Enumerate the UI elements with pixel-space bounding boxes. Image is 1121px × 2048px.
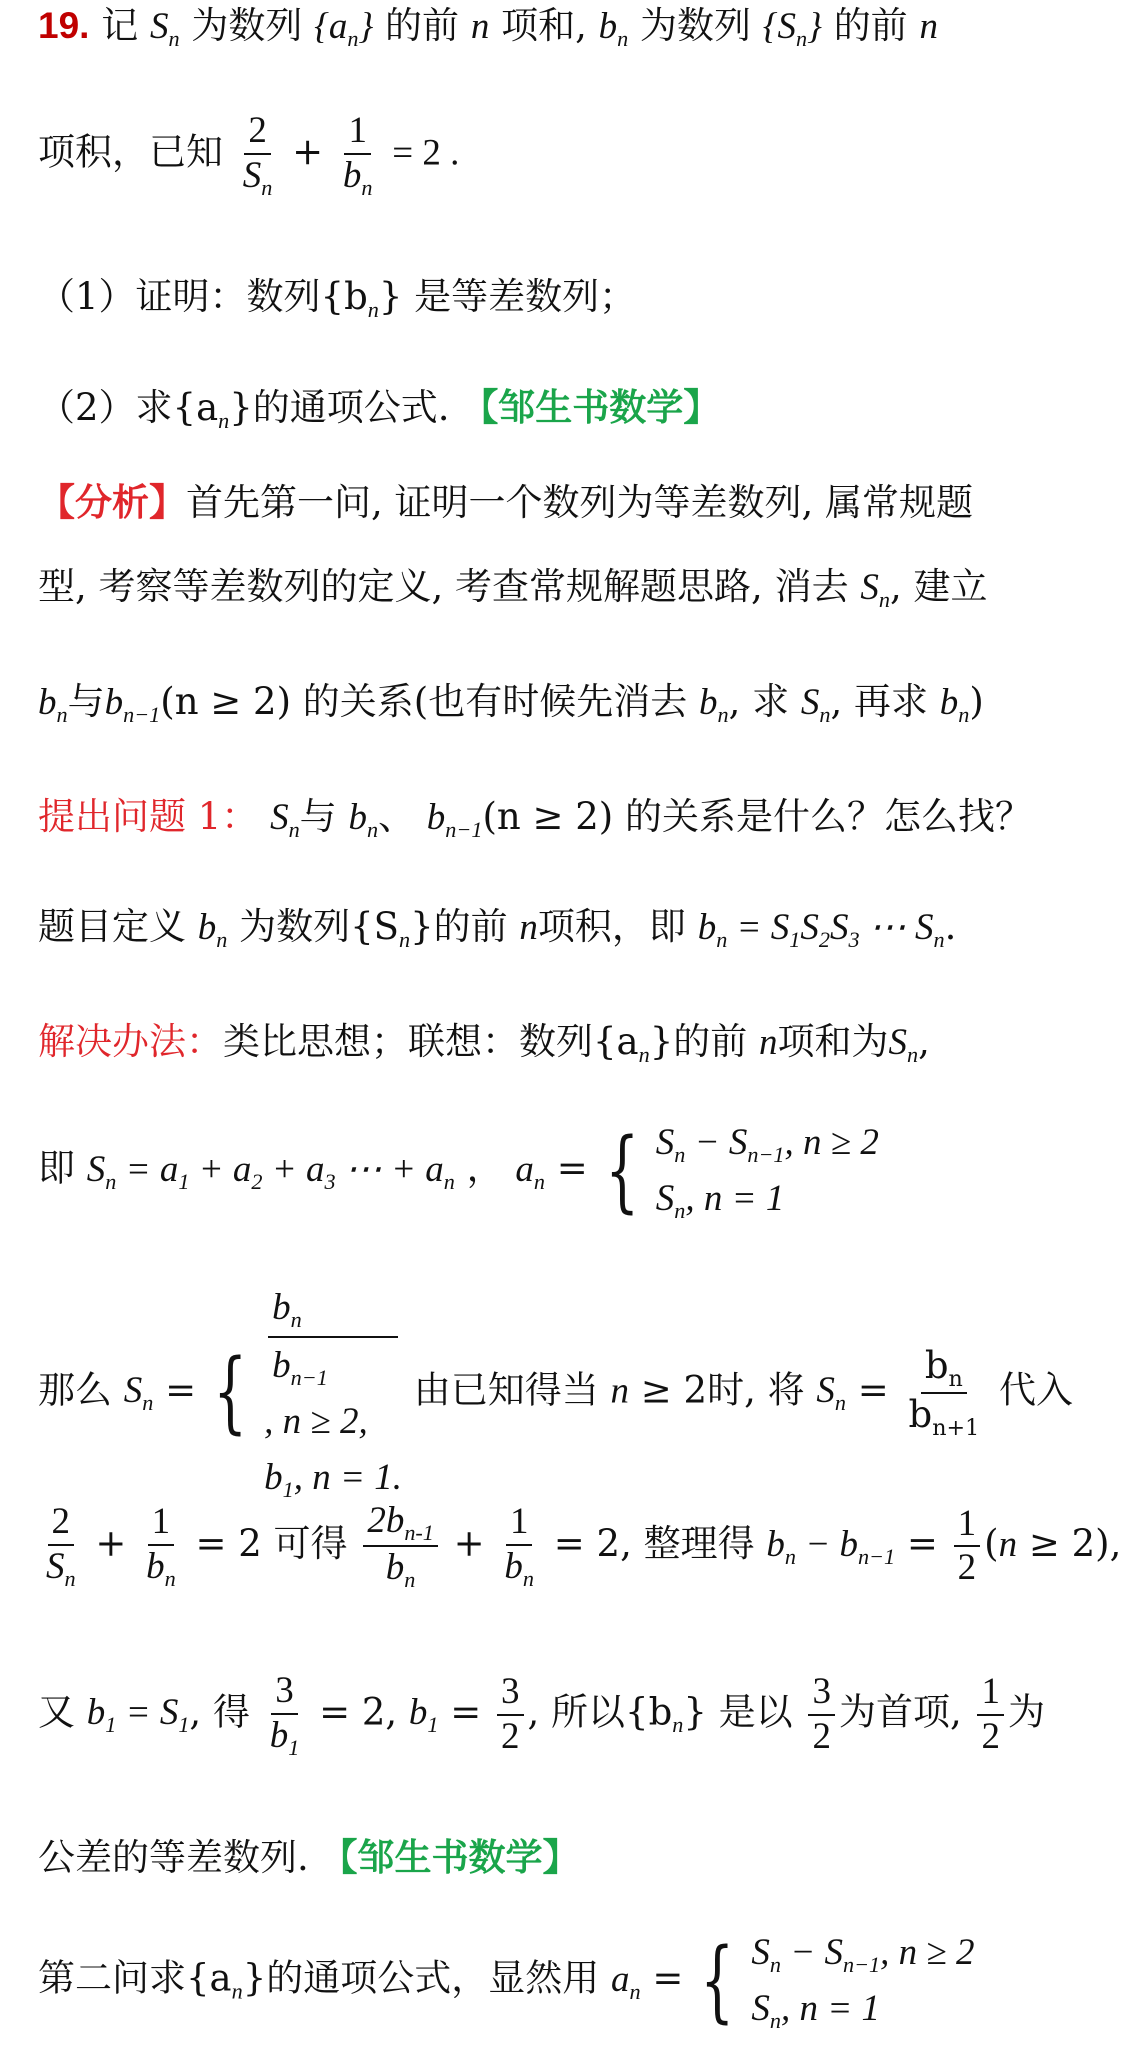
analysis-line-1 [38, 480, 973, 525]
part2-text: （2）求{a [38, 386, 219, 429]
text: }的通项公式，显然用 [242, 1956, 600, 2000]
text: 记 [101, 4, 139, 47]
fraction: $\frac{1}{b_n}$ [342, 110, 373, 200]
text: 项积，已知 [38, 130, 223, 174]
second-part-line: 第二问求$\{a_n\}$的通项公式，显然用 $a_n$ = { $S_n - S_{n-1}$, n ≥ 2 $S_n$, n = 1 [38, 1928, 975, 2033]
part2-tail: }的通项公式. [229, 386, 450, 429]
definition-line: 题目定义 $b_n$ 为数列$\{S_n\}$的前 n项积，即 $b_n = S_1S_2S_3$ ⋯ $S_n$. [38, 905, 957, 952]
analysis-line-2: 型, 考察等差数列的定义, 考查常规解题思路, 消去 $S_n$, 建立 [38, 565, 988, 612]
text: 代入 [998, 1368, 1073, 1412]
text: }的前 [410, 905, 508, 948]
text: , 求 [728, 680, 790, 723]
text: , 所以{b [527, 1690, 673, 1734]
text: (n ≥ 2) 的关系是什么？怎么找？ [482, 795, 1032, 838]
first-term-line: 又 $b_1 = S_1$, 得 $\frac{3}{b_1}$ = 2, $b_1$ = $\frac{3}{2}$ , 所以$\{b_n\}$ 是以 $\frac{3}{2}$ 为首项, $\frac{1}{2}$ 为 [38, 1670, 1045, 1760]
solution-line: 解决办法：类比思想；联想：数列$\{a_n\}$的前 n项和为$S_n$, [38, 1020, 930, 1067]
text: 第二问求{a [38, 1956, 232, 2000]
text: 为首项, [838, 1690, 962, 1734]
sum-formula: 即 $S_n = a_1 + a_2 + a_3$ ⋯ + $a_n$ ， $a_n$ = { $S_n - S_{n-1}$, n ≥ 2 $S_n$, n = 1 [38, 1118, 879, 1223]
text: } 是以 [683, 1690, 793, 1734]
text: }的前 [649, 1020, 748, 1063]
analysis-label: 【分析】 [38, 480, 186, 524]
text: , 建立 [889, 565, 988, 608]
text: 项和, [501, 4, 587, 47]
text: 那么 [38, 1368, 112, 1412]
text: 项和为 [777, 1020, 889, 1063]
text: 时, 将 [707, 1368, 805, 1412]
question-label: 提出问题 1： [38, 795, 259, 838]
text: 为数列 [639, 4, 751, 47]
text: 首先第一问, 证明一个数列为等差数列, 属常规题 [186, 481, 974, 524]
text: 即 [38, 1146, 75, 1190]
text: , 整理得 [620, 1521, 755, 1565]
text: 型, 考察等差数列的定义, 考查常规解题思路, 消去 [38, 565, 849, 608]
part1-text: （1）证明：数列{b [38, 275, 368, 318]
text: 为 [1007, 1690, 1045, 1734]
text: 公差的等差数列. [38, 1836, 309, 1879]
fraction: $\frac{2}{S_n}$ [242, 110, 273, 200]
text: 类比思想；联想：数列{a [223, 1020, 639, 1063]
equation-tail: = 2 . [392, 132, 460, 174]
text: , 得 [189, 1690, 250, 1734]
problem-number: 19. [38, 5, 90, 46]
text: 由已知得当 [413, 1368, 599, 1412]
text: 项积，即 [537, 905, 686, 948]
source-tag: 【邹生书数学】 [320, 1835, 580, 1879]
text: 与 [299, 795, 337, 838]
part-1: （1）证明：数列$\{b_n\}$ 是等差数列； [38, 275, 637, 322]
analysis-line-3: $b_n$与$b_{n-1}(n \ge 2)$ 的关系(也有时候先消去 $b_n$, 求 $S_n$, 再求 $b_n$) [38, 680, 984, 727]
text: 题目定义 [38, 905, 186, 948]
source-tag: 【邹生书数学】 [461, 385, 721, 429]
text: 又 [38, 1690, 75, 1734]
derive-line: $\frac{2}{S_n}$ + $\frac{1}{b_n}$ = 2 可得 $\frac{2b_{n-1}}{b_n}$ + $\frac{1}{b_n}$ = 2, 整理得 $b_n - b_{n-1}$ = $\frac{1}{2}$ (n ≥ 2), [46, 1500, 1121, 1593]
text: 、 [378, 795, 416, 838]
sn-cases: 那么 $S_n$ = { $b_n$ $b_{n-1}$ , n ≥ 2, $b_1$, n = 1. 由已知得当 n ≥ 2时, 将 $S_n$ = $\frac{b_n}{b_{n+1}}$ 代入 [38, 1280, 1073, 1506]
text: , 再求 [830, 680, 929, 723]
text: 为数列 [191, 4, 303, 47]
text: 的前 [385, 4, 460, 47]
question-1: 提出问题 1： $S_n$与 $b_n$、 $b_{n-1}(n \ge 2)$ 的关系是什么？怎么找？ [38, 795, 1032, 842]
common-diff-line [38, 1835, 580, 1880]
text: 的前 [833, 4, 908, 47]
text: 与 [67, 680, 105, 723]
text: 可得 [273, 1521, 348, 1565]
text: 为数列{S [239, 905, 400, 948]
solution-label: 解决办法： [38, 1020, 223, 1063]
text: (n ≥ 2) 的关系(也有时候先消去 [160, 680, 688, 723]
problem-line-1: 19. 记 $S_n$ 为数列 $\{a_n\}$ 的前 n 项和, $b_n$ 为数列 $\{S_n\}$ 的前 n [38, 4, 938, 51]
part-2: （2）求$\{a_n\}$的通项公式. 【邹生书数学】 [38, 385, 721, 433]
problem-line-2: 项积，已知 $\frac{2}{S_n}$ + $\frac{1}{b_n}$ = 2 . [38, 110, 460, 200]
part1-tail: } 是等差数列； [378, 275, 637, 318]
